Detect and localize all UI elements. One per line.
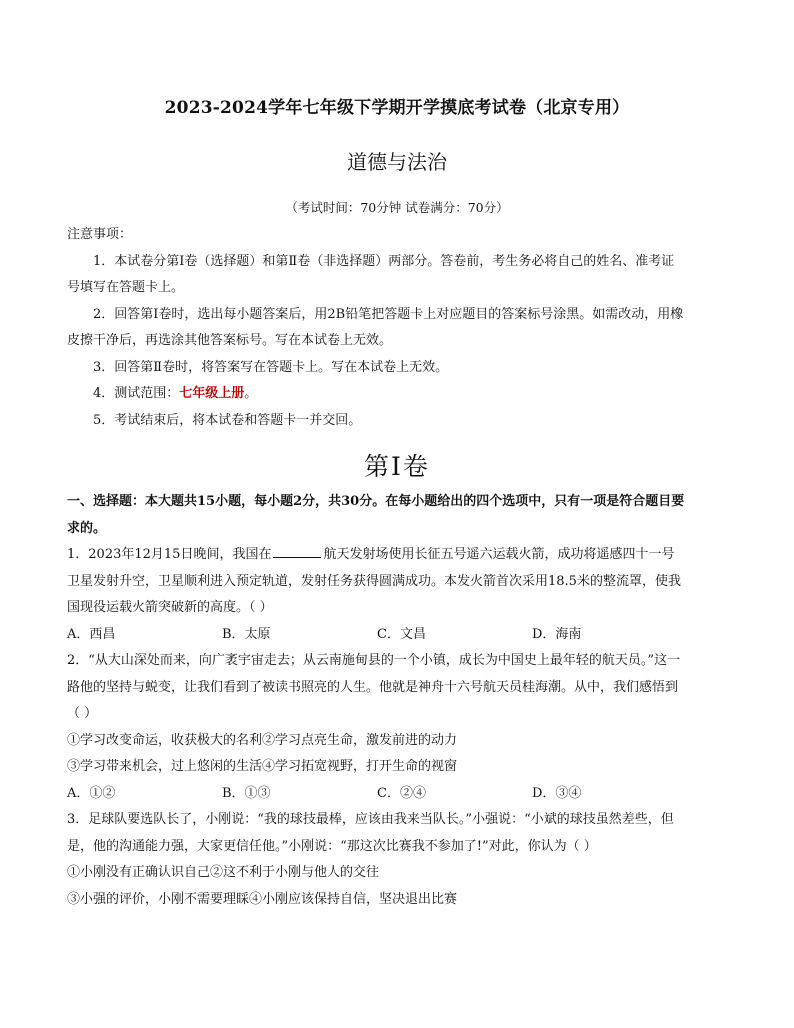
q2-statement-1: ①学习改变命运，收获极大的名利②学习点亮生命，激发前进的动力	[67, 732, 458, 748]
question-2-options	[67, 781, 687, 808]
q2-option-d: D．③④	[532, 785, 582, 801]
q1-option-c: C．文昌	[377, 626, 426, 642]
q2-option-c: C．②④	[377, 785, 426, 801]
q3-statement-1: ①小刚没有正确认识自己②这不利于小刚与他人的交往	[67, 865, 380, 880]
q2-statement-2: ③学习带来机会，过上悠闲的生活④学习拓宽视野，打开生命的视窗	[67, 759, 458, 774]
question-3-stem: 3．足球队要选队长了，小刚说：“我的球技最棒，应该由我来当队长。”小强说：“小斌的球技虽然差些，但是，他的沟通能力强，大家更信任他。”小刚说：“那这次比赛我不参加了!”对此，你认为（ ）	[67, 812, 674, 854]
note-item-3: 3．回答第Ⅱ卷时，将答案写在答题卡上。写在本试卷上无效。	[93, 359, 449, 375]
notes-heading: 注意事项：	[67, 227, 133, 242]
question-1-stem	[67, 542, 687, 622]
volume-title: 第Ⅰ卷	[364, 452, 430, 481]
q2-option-b: B．①③	[222, 785, 271, 801]
q1-option-b: B．太原	[222, 626, 271, 642]
note-item-4-suffix: 。	[244, 386, 258, 401]
q3-statement-2: ③小强的评价，小刚不需要理睬④小刚应该保持自信，坚决退出比赛	[67, 891, 458, 907]
exam-title: 2023-2024学年七年级下学期开学摸底考试卷（北京专用）	[164, 98, 630, 118]
note-item-4	[67, 381, 687, 408]
test-scope-highlight: 七年级上册	[179, 386, 245, 401]
note-item-1: 1．本试卷分第Ⅰ卷（选择题）和第Ⅱ卷（非选择题）两部分。答卷前，考生务必将自己的姓名、准考证号填写在答题卡上。	[67, 253, 675, 295]
note-item-5: 5．考试结束后，将本试卷和答题卡一并交回。	[93, 412, 362, 428]
fill-blank	[273, 543, 321, 558]
exam-info: （考试时间：70分钟 试卷满分：70分）	[285, 200, 509, 215]
q1-option-d: D．海南	[532, 626, 582, 642]
q2-option-a: A．①②	[67, 785, 116, 801]
note-item-2: 2．回答第Ⅰ卷时，选出每小题答案后，用2B铅笔把答题卡上对应题目的答案标号涂黑。如需改动，用橡皮擦干净后，再选涂其他答案标号。写在本试卷上无效。	[67, 306, 684, 348]
q1-stem-a: 1．2023年12月15日晚间，我国在	[67, 547, 272, 562]
notes-section	[67, 222, 687, 434]
note-item-4-prefix: 4．测试范围：	[93, 386, 180, 401]
question-1-options	[67, 622, 687, 649]
q1-stem-b: 航天发射场使用长征五号遥六运载火箭，成功将遥感四十一号卫星发射升空，卫星顺利进入预定轨道，发射任务获得圆满成功。本发火箭首次采用18.5米的整流罩，使我国现役运载火箭突破新的高度。（ ）	[67, 547, 681, 615]
q1-option-a: A．西昌	[67, 626, 116, 642]
subject-title: 道德与法治	[347, 150, 447, 174]
question-2-stem: 2．“从大山深处而来，向广袤宇宙走去；从云南施甸县的一个小镇，成长为中国史上最年轻的航天员。”这一路他的坚持与蜕变，让我们看到了被读书照亮的人生。他就是神舟十六号航天员桂海潮。从中，我们感悟到（ ）	[67, 653, 681, 721]
questions-section	[67, 489, 687, 913]
section-heading: 一、选择题：本大题共15小题，每小题2分，共30分。在每小题给出的四个选项中，只有一项是符合题目要求的。	[67, 494, 685, 536]
